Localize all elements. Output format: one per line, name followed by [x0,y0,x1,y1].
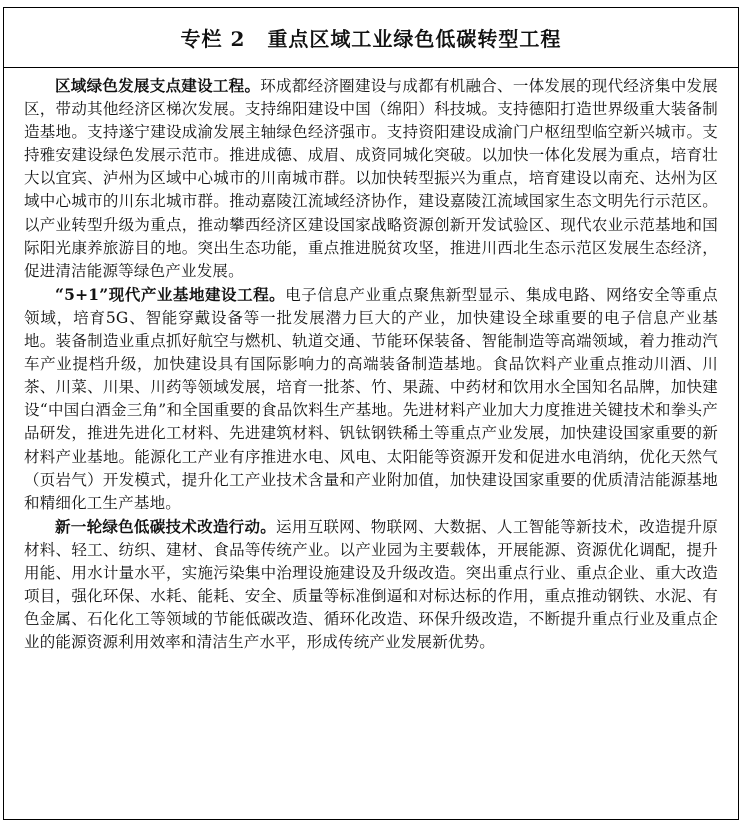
paragraph-text: 电子信息产业重点聚焦新型显示、集成电路、网络安全等重点领域，培育5G、智能穿戴设备等一批发展潜力巨大的产业，加快建设全球重要的电子信息产业基地。装备制造业重点抓好航空与燃机、轨道交通、节能环保装备、智能制造等高端领域，着力推动汽车产业提档升级，加快建设具有国际影响力的高端装备制造基地。食品饮料产业重点推动川酒、川茶、川菜、川果、川药等领域发展，培育一批茶、竹、果蔬、中药材和饮用水全国知名品牌，加快建设“中国白酒金三角”和全国重要的食品饮料生产基地。先进材料产业加大力度推进关键技术和拳头产品研发，推进先进化工材料、先进建筑材料、钒钛钢铁稀土等重点产业发展，加快建设国家重要的新材料产业基地。能源化工产业有序推进水电、风电、太阳能等资源开发和促进水电消纳，优化天然气（页岩气）开发模式，提升化工产业技术含量和产业附加值，加快建设国家重要的优质清洁能源基地和精细化工生产基地。 [24,285,718,512]
box-title [181,23,562,52]
box-title-text: 重点区域工业绿色低碳转型工程 [267,27,562,51]
paragraph-heading: 区域绿色发展支点建设工程。 [55,76,261,95]
paragraph-industrial-bases [24,283,718,515]
paragraph-text: 运用互联网、物联网、大数据、人工智能等新技术，改造提升原材料、轻工、纺织、建材、食品等传统产业。以产业园为主要载体，开展能源、资源优化调配，提升用能、用水计量水平，实施污染集中治理设施建设及升级改造。突出重点行业、重点企业、重大改造项目，强化环保、水耗、能耗、安全、质量等标准倒逼和对标达标的作用，重点推动钢铁、水泥、有色金属、石化化工等领域的节能低碳改造、循环化改造、环保升级改造，不断提升重点行业及重点企业的能源资源利用效率和清洁生产水平，形成传统产业发展新优势。 [24,517,718,652]
paragraph-regional-green-development [24,74,718,283]
paragraph-text: 环成都经济圈建设与成都有机融合、一体发展的现代经济集中发展区，带动其他经济区梯次发展。支持绵阳建设中国（绵阳）科技城。支持德阳打造世界级重大装备制造基地。支持遂宁建设成渝发展主轴绿色经济强市。支持资阳建设成渝门户枢纽型临空新兴城市。支持雅安建设绿色发展示范市。推进成德、成眉、成资同城化突破。以加快一体化发展为重点，培育壮大以宜宾、泸州为区域中心城市的川南城市群。以加快转型振兴为重点，培育建设以南充、达州为区域中心城市的川东北城市群。推动嘉陵江流域经济协作，建设嘉陵江流域国家生态文明先行示范区。以产业转型升级为重点，推动攀西经济区建设国家战略资源创新开发试验区、现代农业示范基地和国际阳光康养旅游目的地。突出生态功能，重点推进脱贫攻坚，推进川西北生态示范区发展生态经济，促进清洁能源等绿色产业发展。 [24,77,718,280]
feature-box [3,7,739,820]
box-number: 专栏 2 [180,27,246,51]
paragraph-technology-upgrade [24,515,718,655]
paragraph-heading: “5+1”现代产业基地建设工程。 [55,284,286,304]
box-content [4,68,738,654]
box-title-row [4,8,738,68]
paragraph-heading: 新一轮绿色低碳技术改造行动。 [55,516,277,536]
